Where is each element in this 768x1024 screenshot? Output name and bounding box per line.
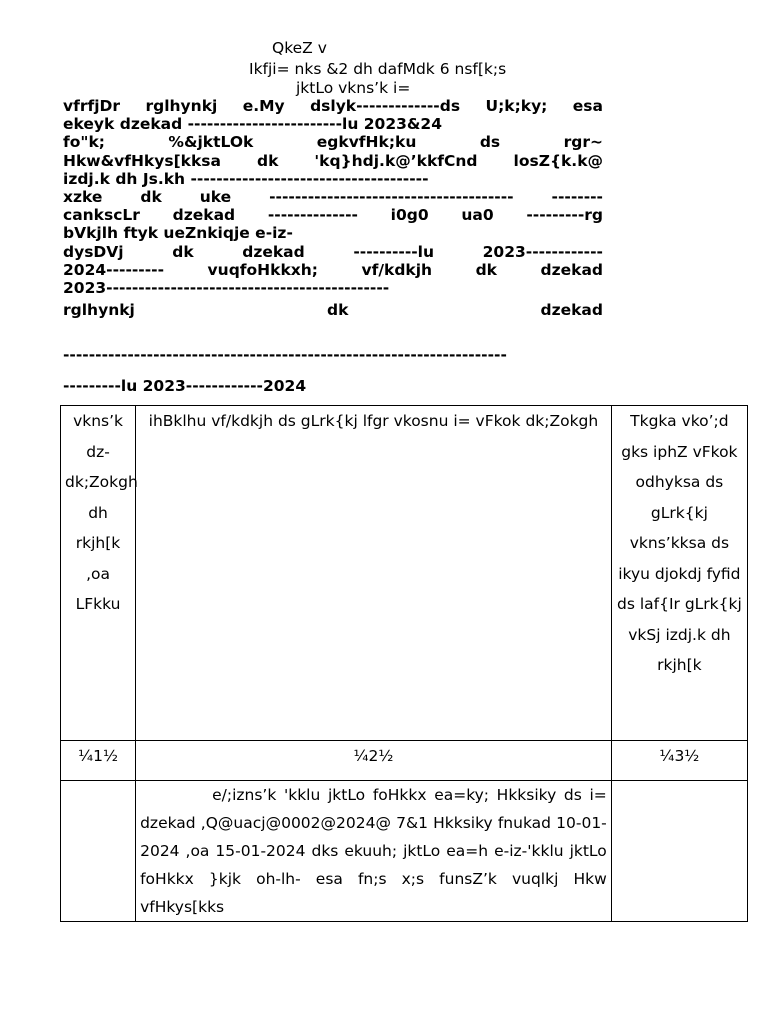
collector-line: dysDVj dk dzekad ----------lu 2023------------ [63,242,603,261]
header-date-place: vkns’k dz- dk;Zokgh dh rkjh[k ,oa LFkku [61,406,136,741]
row-proceedings-text: e/;izns’k 'kklu jktLo foHkkx ea=ky; Hkksiky ds i= dzekad ,Q@uacj@0002@2024@ 7&1 Hkksiky fnukad 10-01-2024 ,oa 15-01-2024 dks ekuuh; jktLo ea=h e-iz-'kklu jktLo foHkkx }kjk oh-lh- esa fn;s x;s funsZ’k vuqlkj Hkw vfHkys[kks [140,786,607,916]
col-number-2: ¼2½ [136,741,612,781]
case-number-line: ekeyk dzekad ------------------------lu 2023&24 [63,115,442,134]
sdo-line: 2024--------- vuqfoHkkxh; vf/kdkjh dk dzekad [63,260,603,279]
subject-line: fo"k; %&jktLOk egkvfHk;ku ds rgr~ [63,133,603,152]
table-row [61,781,748,922]
order-heading-form: QkeZ v [272,39,327,57]
court-line: vfrfjDr rglhynkj e.My dslyk-------------ds U;k;ky; esa [63,97,603,115]
subject-line-cont: Hkw&vfHkys[kksa dk 'kq}hdj.k@’kkfCnd losZ{k.k@ [63,151,603,170]
row-signature-cell [611,781,747,922]
district-line: bVkjlh ftyk ueZnkiqje e-iz- [63,224,293,243]
dash-separator: --------------------------------------------------------------------- [63,346,507,364]
table-number-row [61,741,748,781]
settlement-line: cankscLr dzekad -------------- i0g0 ua0 ---------rg [63,206,603,225]
order-heading-part: Ikfji= nks &2 dh dafMdk 6 nsf[k;s [249,60,507,78]
table-header-row [61,406,748,741]
order-sheet-table [60,405,748,922]
village-line: xzke dk uke -------------------------------------- -------- [63,187,603,206]
row-proceedings-cell [136,781,612,922]
header-signatures: Tkgka vko’;d gks iphZ vFkok odhyksa ds gLrk{kj vkns’kksa ds ikyu djokdj fyfid ds laf{Ir gLrk{kj vkSj izdj.k dh rkjh[k [611,406,747,741]
category-line: izdj.k dh Js.kh ------------------------------------- [63,169,429,188]
row-date-cell [61,781,136,922]
case-details-block [63,97,603,319]
tehsildar-line: rglhynkj dk dzekad [63,301,603,320]
col-number-1: ¼1½ [61,741,136,781]
year-range-line: ---------lu 2023------------2024 [63,377,307,395]
header-proceedings: ihBklhu vf/kdkjh ds gLrk{kj lfgr vkosnu i= vFkok dk;Zokgh [136,406,612,741]
year-line: 2023-------------------------------------------- [63,278,390,297]
order-heading-title: jktLo vkns’k i= [296,79,411,97]
col-number-3: ¼3½ [611,741,747,781]
